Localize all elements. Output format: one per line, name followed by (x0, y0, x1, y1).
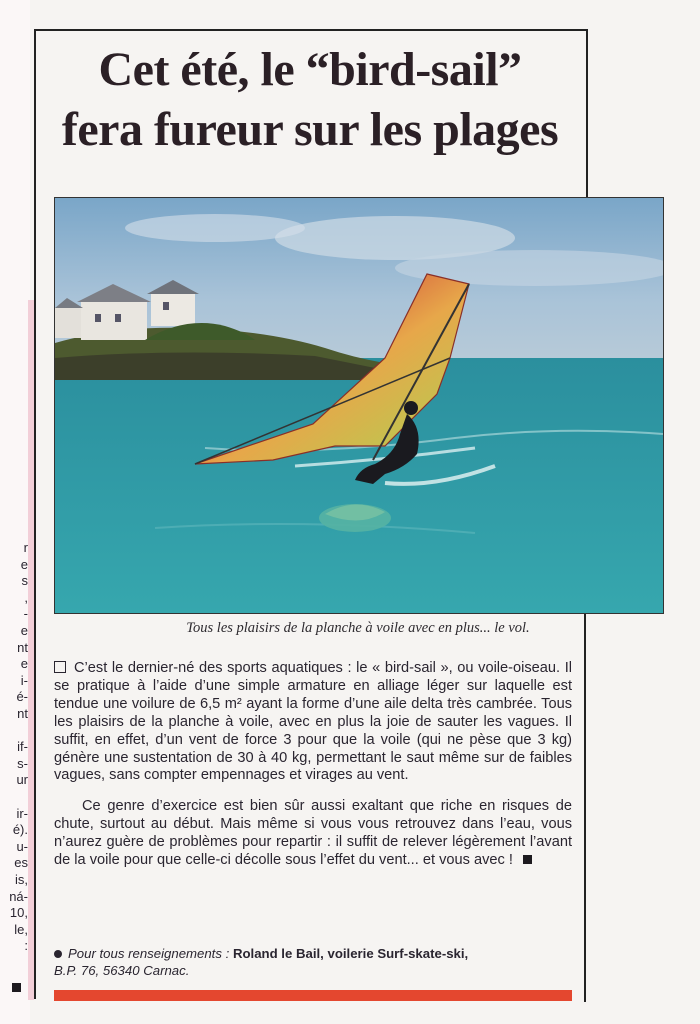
adjacent-column-fragment: i- (20, 672, 28, 688)
contact-label: Pour tous renseignements : (68, 946, 230, 961)
adjacent-column-fragment: é- (16, 689, 28, 705)
frame-rule-left (34, 29, 36, 999)
adjacent-column-fragment: s- (17, 755, 28, 771)
adjacent-column-fragment: nt (17, 639, 28, 655)
adjacent-column-fragment: - (23, 606, 28, 622)
adjacent-column-fragment: es (14, 855, 28, 871)
adjacent-column-fragment: , (24, 589, 28, 605)
contact-info (54, 946, 574, 979)
photo-caption: Tous les plaisirs de la planche à voile avec en plus... le vol. (186, 620, 530, 636)
adjacent-column-fragment: s (21, 573, 28, 589)
paragraph-2-text: Ce genre d’exercice est bien sûr aussi exaltant que riche en risques de chute, surtout au début. Mais même si vous vous retrouvez dans l’eau, vous n’aurez guère de problèmes pour repartir : il suffit de relever légèrement l’avant de la voile pour que celle-ci décolle sous l’effet du vent... et vous avec ! (54, 798, 572, 869)
article-body (54, 660, 572, 883)
headline (40, 40, 580, 160)
frame-rule-right-lower (584, 610, 586, 1002)
adjacent-column-fragment: is, (15, 872, 28, 887)
adjacent-column-fragment: : (24, 938, 28, 954)
adjacent-column-fragment: if- (17, 739, 28, 755)
adjacent-column-fragment: é). (12, 822, 28, 838)
adjacent-column-fragment: 10, (9, 905, 28, 921)
bullet-icon (54, 950, 62, 958)
adjacent-column-fragment: nt (17, 706, 28, 721)
end-mark-square (12, 983, 21, 992)
end-square-icon (523, 855, 532, 864)
adjacent-column-fragment: r (23, 540, 28, 555)
adjacent-column-fragment: u- (16, 838, 28, 854)
frame-rule-top (34, 29, 588, 31)
headline-line-2: fera fureur sur les plages (61, 103, 559, 156)
paragraph-start-box-icon (54, 661, 66, 673)
contact-name: Roland le Bail, voilerie Surf-skate-ski, (232, 946, 469, 961)
adjacent-column-fragment: ná- (9, 888, 28, 904)
paragraph-2 (54, 798, 572, 870)
adjacent-column-fragment: ir- (16, 805, 28, 821)
adjacent-column-fragment: le, (14, 921, 28, 937)
contact-address: B.P. 76, 56340 Carnac. (54, 962, 190, 978)
paragraph-1 (54, 660, 572, 785)
adjacent-column-fragment: e (20, 623, 28, 638)
headline-line-1: Cet été, le “bird-sail” (98, 43, 522, 96)
accent-bar (54, 990, 572, 1001)
windsurf-photo (54, 197, 664, 614)
adjacent-column-fragment: e (20, 656, 28, 672)
frame-rule-right (586, 29, 588, 199)
paragraph-1-text: C’est le dernier-né des sports aquatiques : le « bird-sail », ou voile-oiseau. Il se pratique à l’aide d’une simple armature en alliage léger sur laquelle est tendue une voilure de 6,5 m² ayant la forme d’une aile delta très cambrée. Tous les plaisirs de la planche à voile, avec en plus la joie de sauter les vagues. Il suffit, en effet, d’un vent de force 3 pour que la voile (qui ne pèse que 3 kg) génère une sustentation de 30 à 40 kg, permettant le saut même sur de faibles vagues, sans compter empennages et virages au vent. (54, 660, 572, 784)
adjacent-column-fragment: ur (16, 772, 28, 788)
adjacent-column-fragment: e (20, 556, 28, 572)
